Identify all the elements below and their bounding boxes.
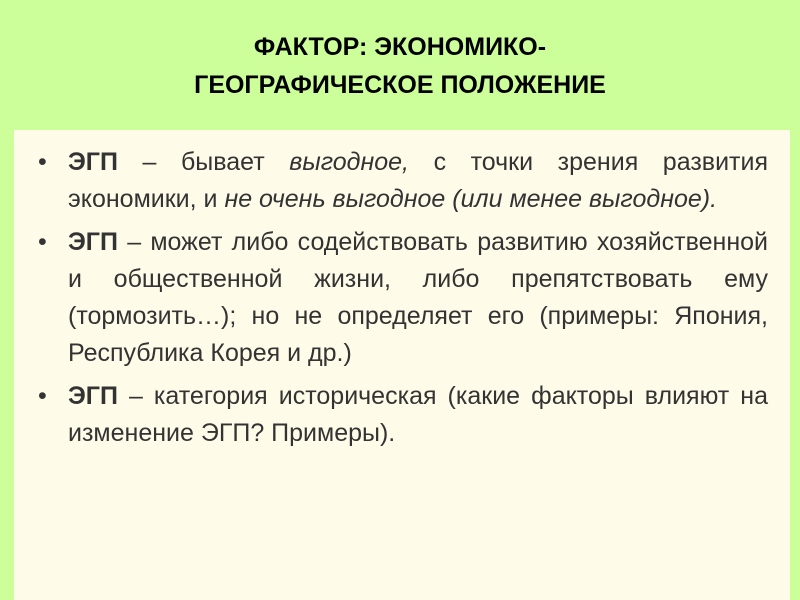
bullet-term: ЭГП: [68, 148, 118, 176]
bullet-text: – может либо содействовать развитию хозяйственной и общественной жизни, либо препятствовать ему (тормозить…); но не определяет его (примеры: Япония, Республика Корея и др.): [68, 228, 768, 367]
bullet-marker-icon: •: [38, 148, 47, 176]
bullet-emphasis: выгодное,: [289, 148, 409, 176]
content-panel: [14, 130, 790, 600]
bullet-item-3: [38, 378, 768, 452]
bullet-text: – категория историческая (какие факторы влияют на изменение ЭГП? Примеры).: [68, 382, 768, 447]
slide-title-line-1: ФАКТОР: ЭКОНОМИКО-: [253, 33, 547, 61]
slide-title: [0, 28, 800, 104]
bullet-item-1: [38, 144, 768, 218]
bullet-text: – бывает: [117, 148, 290, 176]
bullet-list: [38, 144, 768, 452]
bullet-item-2: [38, 224, 768, 372]
bullet-marker-icon: •: [38, 382, 47, 410]
bullet-emphasis: не очень выгодное (или менее выгодное).: [224, 185, 718, 213]
bullet-term: ЭГП: [68, 382, 118, 410]
slide-title-line-2: ГЕОГРАФИЧЕСКОЕ ПОЛОЖЕНИЕ: [194, 71, 606, 99]
bullet-term: ЭГП: [68, 228, 118, 256]
bullet-text: с точки зрения развития экономики, и: [68, 148, 768, 213]
bullet-marker-icon: •: [38, 228, 47, 256]
